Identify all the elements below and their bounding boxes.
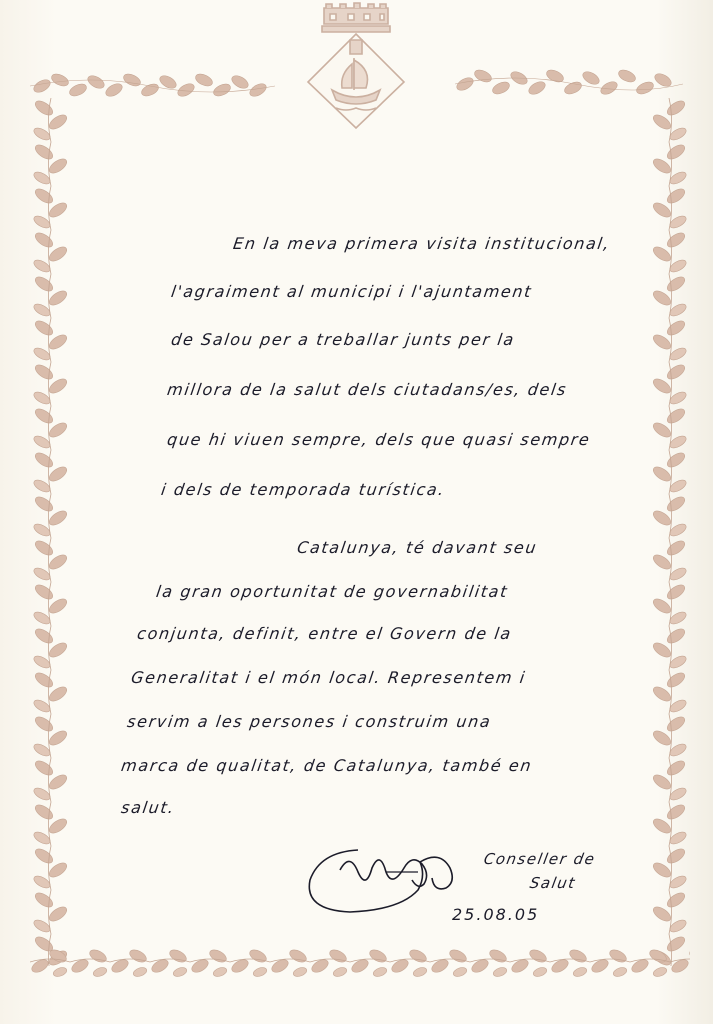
letter-line: de Salou per a treballar junts per la [170,330,517,349]
municipal-crest-icon [296,2,416,130]
signatory-title-line2: Salut [528,874,578,892]
letter-line: l'agraiment al municipi i l'ajuntament [170,282,534,301]
letter-line: la gran oportunitat de governabilitat [155,582,510,601]
floral-border-left [26,98,76,966]
letter-line: En la meva primera visita institucional, [232,234,612,253]
letter-line: i dels de temporada turística. [160,480,447,499]
letter-line: marca de qualitat, de Catalunya, també en [120,756,534,775]
letter-line: Catalunya, té davant seu [296,538,539,557]
letter-line: servim a les persones i construim una [126,712,493,731]
letter-line: salut. [120,798,177,817]
floral-border-right [642,98,694,966]
letter-line: conjunta, definit, entre el Govern de la [136,624,514,643]
floral-border-bottom [30,940,690,984]
letter-line: Generalitat i el món local. Representem i [130,668,528,687]
signatory-title-line1: Conseller de [482,850,598,868]
letter-line: que hi viuen sempre, dels que quasi sempre [166,430,592,449]
signature-date: 25.08.05 [452,905,540,924]
letter-line: millora de la salut dels ciutadans/es, dels [166,380,569,399]
